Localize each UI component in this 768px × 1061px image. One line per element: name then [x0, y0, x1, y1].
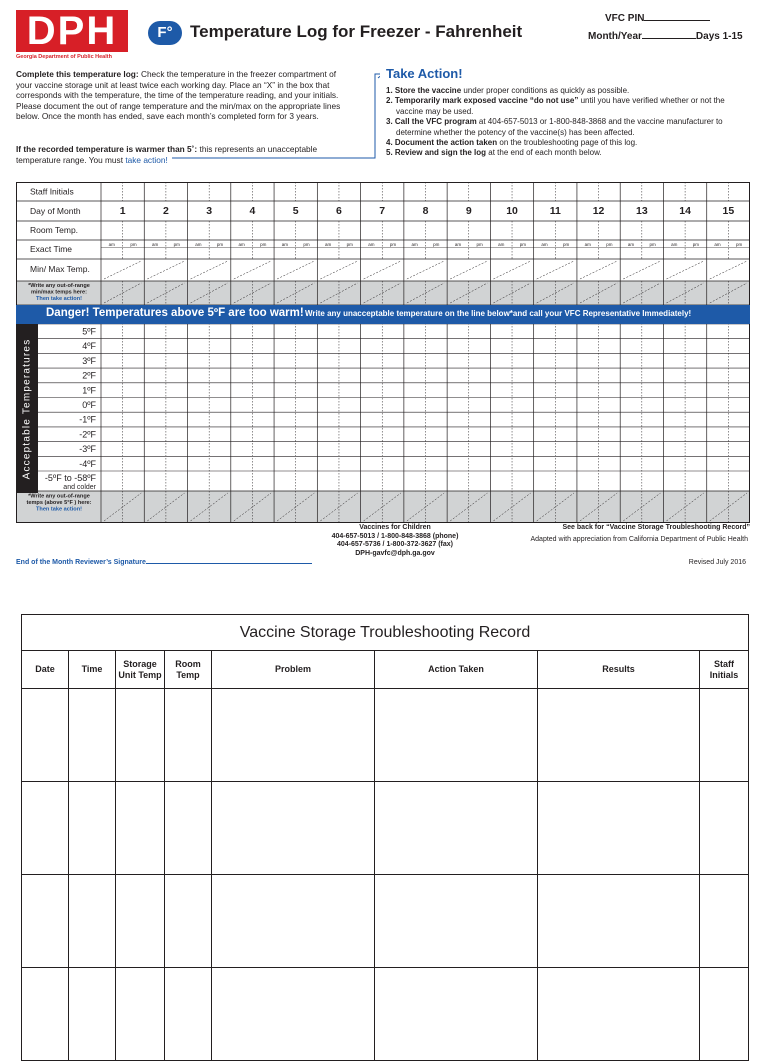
troubleshooting-cell[interactable] [22, 782, 69, 875]
day-number: 2 [162, 205, 169, 217]
take-action-item-bold: 5. Review and sign the log [386, 148, 487, 158]
revised-date: Revised July 2016 [688, 559, 746, 566]
row-label-0: Staff Initials [30, 186, 74, 197]
pm-label: pm [433, 242, 440, 247]
vfc-email[interactable]: DPH-gavfc@dph.ga.gov [355, 549, 435, 557]
am-label: am [108, 242, 115, 247]
troubleshooting-row [22, 968, 749, 1061]
take-action-item-4 [386, 138, 746, 148]
troubleshooting-col-room-temp: Room Temp [165, 651, 212, 689]
take-action-item-bold: 3. Call the VFC program [386, 117, 477, 127]
temp-label-last: -5ºF to -58ºF [44, 473, 96, 483]
am-label: am [541, 242, 548, 247]
danger-banner-instruction: Write any unacceptable temperature on the line below*and call your VFC Representative Immediately! [305, 309, 692, 318]
vfc-fax: 404-657-5736 / 1-800-372-3627 (fax) [337, 541, 453, 549]
troubleshooting-header-row [22, 651, 749, 689]
troubleshooting-cell[interactable] [538, 689, 700, 782]
troubleshooting-cell[interactable] [700, 875, 749, 968]
take-action-link[interactable]: take action! [125, 154, 168, 165]
row-label-2: Room Temp. [30, 225, 79, 235]
row-label-4: Min/ Max Temp. [30, 264, 90, 274]
minmax-note-line: *Write any out-of-range [28, 283, 90, 289]
warm-note-body: this represents an unacceptable temperature range. You must [16, 144, 318, 165]
day-number: 6 [336, 205, 342, 217]
reviewer-signature-label: End of the Month Reviewer’s Signature [16, 559, 146, 566]
minmax-slash [493, 261, 530, 279]
day-number: 7 [379, 205, 386, 217]
minmax-slash [191, 261, 228, 279]
pm-label: pm [173, 242, 180, 247]
am-label: am [411, 242, 418, 247]
pm-label: pm [692, 242, 700, 247]
troubleshooting-cell[interactable] [375, 875, 538, 968]
bottom-note-line: *Write any out-of-range [28, 493, 90, 500]
troubleshooting-cell[interactable] [165, 782, 212, 875]
troubleshooting-col-action-taken: Action Taken [375, 651, 538, 689]
vfc-pin-field[interactable] [605, 13, 710, 24]
temp-label: 4ºF [82, 341, 96, 352]
take-action-item-bold: 4. Document the action taken [386, 138, 498, 148]
vfc-pin-blank[interactable] [644, 20, 710, 21]
troubleshooting-cell[interactable] [375, 689, 538, 782]
take-action-item-text: at the end of each month below. [486, 148, 602, 158]
troubleshooting-cell[interactable] [212, 782, 375, 875]
minmax-slash [580, 261, 617, 279]
troubleshooting-record-table [21, 614, 749, 1061]
log-frame [17, 183, 750, 523]
troubleshooting-row [22, 689, 749, 782]
warm-note-lead: If the recorded temperature is warmer than 5˚: [16, 144, 198, 154]
dph-logo [16, 10, 128, 64]
temp-label: -2ºF [79, 429, 96, 440]
day-number: 14 [679, 205, 691, 217]
troubleshooting-col-results: Results [538, 651, 700, 689]
troubleshooting-cell[interactable] [375, 782, 538, 875]
troubleshooting-cell[interactable] [116, 968, 165, 1061]
take-action-title: Take Action! [386, 66, 463, 81]
minmax-note-line: Then take action! [35, 296, 83, 302]
troubleshooting-cell[interactable] [538, 782, 700, 875]
day-number: 8 [422, 205, 429, 217]
take-action-item-text: on the troubleshooting page of this log. [497, 138, 638, 148]
temp-label: 1ºF [82, 385, 96, 396]
pm-label: pm [303, 242, 310, 247]
pm-label: pm [519, 242, 526, 247]
see-back-note: See back for “Vaccine Storage Troubleshooting Record” [562, 524, 750, 531]
minmax-slash [623, 261, 660, 279]
bottom-note-row [16, 491, 750, 523]
day-number: 12 [592, 205, 605, 217]
pm-label: pm [562, 242, 570, 247]
minmax-slash [537, 261, 574, 279]
troubleshooting-cell[interactable] [165, 875, 212, 968]
take-action-item-1 [386, 86, 746, 96]
day-number: 5 [292, 205, 299, 217]
troubleshooting-cell[interactable] [700, 689, 749, 782]
minmax-slash [407, 261, 444, 279]
troubleshooting-row [22, 875, 749, 968]
am-label: am [325, 242, 332, 247]
troubleshooting-cell[interactable] [22, 875, 69, 968]
day-number: 13 [635, 205, 648, 217]
temperature-log-grid [16, 182, 750, 523]
troubleshooting-cell[interactable] [69, 875, 116, 968]
pm-label: pm [389, 242, 397, 247]
fahrenheit-badge: F° [148, 21, 182, 45]
take-action-item-3 [386, 117, 746, 138]
row-label-1: Day of Month [30, 206, 81, 216]
acceptable-temperatures-band [16, 324, 38, 493]
am-label: am [498, 242, 505, 247]
take-action-item-bold: 1. Store the vaccine [386, 86, 462, 95]
troubleshooting-col-date: Date [22, 651, 69, 689]
adapted-note: Adapted with appreciation from California Department of Public Health [530, 536, 748, 543]
temp-label: 2ºF [82, 370, 96, 381]
day-number: 10 [506, 205, 518, 217]
minmax-slash [320, 261, 357, 279]
troubleshooting-cell[interactable] [116, 689, 165, 782]
days-range-label: Days 1-15 [695, 31, 743, 42]
danger-banner-title: Danger! Temperatures above 5ºF are too warm! [46, 307, 304, 319]
take-action-item-text: under proper conditions as quickly as possible. [461, 86, 630, 95]
troubleshooting-col-time: Time [69, 651, 116, 689]
am-label: am [195, 242, 202, 247]
pm-label: pm [346, 242, 353, 247]
troubleshooting-cell[interactable] [165, 968, 212, 1061]
dph-logo-letters: DPH [16, 10, 128, 52]
troubleshooting-cell[interactable] [116, 875, 165, 968]
day-number: 1 [119, 205, 126, 217]
troubleshooting-cell[interactable] [212, 689, 375, 782]
pm-label: pm [476, 242, 483, 247]
troubleshooting-cell[interactable] [116, 782, 165, 875]
minmax-slash [147, 261, 184, 279]
reviewer-signature-field[interactable] [16, 559, 312, 566]
troubleshooting-cell[interactable] [212, 875, 375, 968]
troubleshooting-cell[interactable] [69, 782, 116, 875]
minmax-slash [450, 261, 487, 279]
minmax-note-line: min/max temps here: [31, 289, 87, 296]
month-year-field[interactable] [588, 31, 743, 42]
troubleshooting-cell[interactable] [22, 689, 69, 782]
temp-label-last-sub: and colder [63, 484, 96, 491]
minmax-slash [666, 261, 703, 279]
temp-label: -3ºF [79, 444, 96, 455]
day-number: 15 [722, 205, 735, 217]
dph-logo-subtitle: Georgia Department of Public Health [16, 54, 112, 60]
am-label: am [627, 242, 635, 247]
pm-label: pm [606, 242, 613, 247]
month-year-blank[interactable] [642, 38, 696, 39]
minmax-slash [277, 261, 314, 279]
troubleshooting-cell[interactable] [700, 782, 749, 875]
temp-label: 3ºF [82, 355, 96, 366]
am-label: am [238, 242, 245, 247]
troubleshooting-col-problem: Problem [212, 651, 375, 689]
temp-label: 0ºF [82, 400, 96, 410]
troubleshooting-cell[interactable] [212, 968, 375, 1061]
pm-label: pm [736, 242, 743, 247]
am-label: am [281, 242, 289, 247]
bottom-note-line: Then take action! [35, 506, 83, 513]
row-label-3: Exact Time [30, 244, 73, 254]
reviewer-signature-blank[interactable] [146, 563, 312, 564]
take-action-arrow [170, 72, 380, 160]
troubleshooting-cell[interactable] [538, 875, 700, 968]
am-label: am [151, 242, 159, 247]
temp-label: -1ºF [79, 414, 96, 425]
troubleshooting-title: Vaccine Storage Troubleshooting Record [22, 615, 749, 651]
troubleshooting-cell[interactable] [165, 689, 212, 782]
troubleshooting-cell[interactable] [375, 968, 538, 1061]
page-title: Temperature Log for Freezer - Fahrenheit [190, 22, 523, 41]
minmax-slash [234, 261, 271, 279]
minmax-slash [104, 261, 141, 279]
minmax-slash [364, 261, 401, 279]
troubleshooting-col-staff-initials: Staff Initials [700, 651, 749, 689]
troubleshooting-cell[interactable] [538, 968, 700, 1061]
take-action-item-bold: 2. Temporarily mark exposed vaccine “do not use” [386, 96, 579, 106]
take-action-item-5 [386, 148, 746, 158]
am-label: am [671, 242, 678, 247]
bottom-note-line: temps (above 5°F ) here: [26, 500, 92, 506]
minmax-note-row [16, 281, 750, 305]
troubleshooting-cell[interactable] [69, 689, 116, 782]
am-label: am [454, 242, 462, 247]
pm-label: pm [216, 242, 224, 247]
pm-label: pm [260, 242, 267, 247]
danger-banner [16, 305, 750, 324]
day-number: 3 [206, 205, 213, 217]
take-action-list [386, 86, 746, 159]
troubleshooting-col-storage-unit-temp: Storage Unit Temp [116, 651, 165, 689]
pm-label: pm [130, 242, 137, 247]
troubleshooting-cell[interactable] [69, 968, 116, 1061]
am-label: am [714, 242, 721, 247]
month-year-label: Month/Year [588, 31, 642, 42]
vfc-pin-label: VFC PIN [605, 13, 645, 24]
troubleshooting-cell[interactable] [22, 968, 69, 1061]
pm-label: pm [649, 242, 656, 247]
temp-label: 5ºF [82, 326, 96, 337]
instructions-lead: Complete this temperature log: [16, 69, 139, 79]
vfc-phone: 404-657-5013 / 1-800-848-3868 (phone) [331, 532, 459, 540]
take-action-item-text: until you have verified whether or not the vaccine may be used. [396, 96, 725, 116]
minmax-slash [710, 261, 747, 279]
acceptable-temperatures-label: Acceptable Temperatures [21, 338, 33, 479]
vfc-title: Vaccines for Children [359, 524, 431, 531]
day-number: 11 [549, 205, 561, 217]
instructions-body: Check the temperature in the freezer compartment of your vaccine storage unit at least twice each working day. Place an “X” in the box that corresponds with the temperature, the time of the temperature reading, and your initials. Please document the out of range temperature and the min/max on the appropriate lines below. Once the month has ended, save each month’s completed form for 3 years. [16, 69, 341, 122]
troubleshooting-row [22, 782, 749, 875]
am-label: am [584, 242, 591, 247]
vfc-contact-block [300, 524, 490, 558]
take-action-item-2 [386, 96, 746, 117]
day-number: 4 [249, 205, 256, 217]
troubleshooting-cell[interactable] [700, 968, 749, 1061]
take-action-item-text: at 404-657-5013 or 1-800-848-3868 and the vaccine manufacturer to determine whether the potency of the vaccine(s) has been affected. [396, 117, 723, 137]
day-number: 9 [465, 205, 472, 217]
am-label: am [368, 242, 375, 247]
temp-label: -4ºF [79, 458, 96, 469]
